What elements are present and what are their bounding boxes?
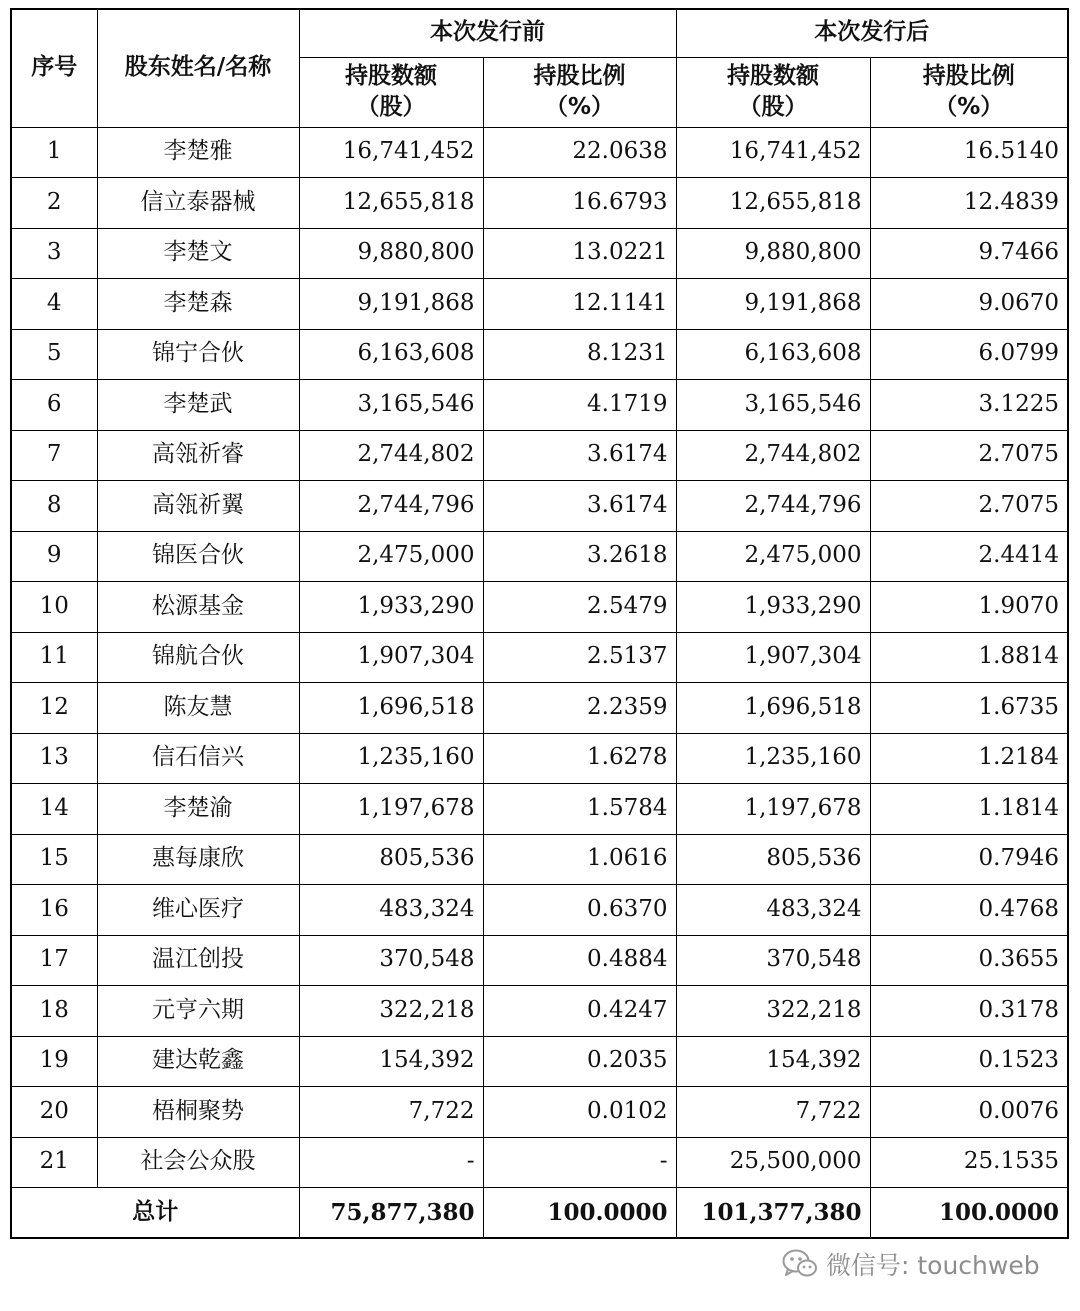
table-row bbox=[11, 178, 1068, 229]
before-ratio: 2.5137 bbox=[483, 632, 676, 683]
table-row bbox=[11, 733, 1068, 784]
before-shares: 9,880,800 bbox=[299, 228, 483, 279]
before-ratio: 3.6174 bbox=[483, 481, 676, 532]
table-header bbox=[11, 9, 1068, 127]
shareholder-name: 信立泰器械 bbox=[97, 178, 299, 229]
after-shares: 1,933,290 bbox=[676, 582, 870, 633]
row-index: 21 bbox=[11, 1137, 97, 1188]
shareholder-name: 高瓴祈翼 bbox=[97, 481, 299, 532]
before-shares: 2,744,802 bbox=[299, 430, 483, 481]
after-ratio: 25.1535 bbox=[870, 1137, 1068, 1188]
header-before-shares bbox=[299, 57, 483, 127]
after-shares: 12,655,818 bbox=[676, 178, 870, 229]
before-ratio: 12.1141 bbox=[483, 279, 676, 330]
table-row bbox=[11, 1137, 1068, 1188]
row-index: 10 bbox=[11, 582, 97, 633]
after-ratio: 1.6735 bbox=[870, 683, 1068, 734]
table-row bbox=[11, 632, 1068, 683]
table-row bbox=[11, 279, 1068, 330]
table-row bbox=[11, 228, 1068, 279]
shareholder-name: 李楚武 bbox=[97, 380, 299, 431]
before-ratio: 2.5479 bbox=[483, 582, 676, 633]
before-ratio: 0.6370 bbox=[483, 885, 676, 936]
before-shares: 3,165,546 bbox=[299, 380, 483, 431]
table-row bbox=[11, 986, 1068, 1037]
row-index: 14 bbox=[11, 784, 97, 835]
shares-label: 持股数额 bbox=[345, 62, 437, 89]
shares-unit: （股） bbox=[738, 94, 808, 120]
after-shares: 6,163,608 bbox=[676, 329, 870, 380]
shareholder-name: 李楚文 bbox=[97, 228, 299, 279]
table-row bbox=[11, 1087, 1068, 1138]
table-row bbox=[11, 481, 1068, 532]
before-shares: 1,696,518 bbox=[299, 683, 483, 734]
after-shares: 322,218 bbox=[676, 986, 870, 1037]
before-shares: 9,191,868 bbox=[299, 279, 483, 330]
table-row bbox=[11, 834, 1068, 885]
before-shares: 805,536 bbox=[299, 834, 483, 885]
shareholder-name: 锦医合伙 bbox=[97, 531, 299, 582]
after-ratio: 16.5140 bbox=[870, 127, 1068, 178]
after-ratio: 2.4414 bbox=[870, 531, 1068, 582]
after-ratio: 1.8814 bbox=[870, 632, 1068, 683]
total-label: 总计 bbox=[11, 1188, 299, 1239]
after-ratio: 1.9070 bbox=[870, 582, 1068, 633]
shareholder-name: 锦航合伙 bbox=[97, 632, 299, 683]
after-ratio: 0.3178 bbox=[870, 986, 1068, 1037]
table-row bbox=[11, 127, 1068, 178]
after-ratio: 9.7466 bbox=[870, 228, 1068, 279]
shareholder-name: 元亨六期 bbox=[97, 986, 299, 1037]
row-index: 20 bbox=[11, 1087, 97, 1138]
before-ratio: - bbox=[483, 1137, 676, 1188]
after-ratio: 0.3655 bbox=[870, 935, 1068, 986]
before-shares: 16,741,452 bbox=[299, 127, 483, 178]
after-shares: 2,475,000 bbox=[676, 531, 870, 582]
before-shares: 483,324 bbox=[299, 885, 483, 936]
after-shares: 16,741,452 bbox=[676, 127, 870, 178]
after-ratio: 2.7075 bbox=[870, 430, 1068, 481]
before-shares: 1,933,290 bbox=[299, 582, 483, 633]
table-row bbox=[11, 935, 1068, 986]
after-shares: 154,392 bbox=[676, 1036, 870, 1087]
wechat-watermark bbox=[782, 1244, 1040, 1284]
after-shares: 483,324 bbox=[676, 885, 870, 936]
header-after-shares bbox=[676, 57, 870, 127]
before-shares: 154,392 bbox=[299, 1036, 483, 1087]
after-ratio: 1.1814 bbox=[870, 784, 1068, 835]
table-row bbox=[11, 582, 1068, 633]
after-ratio: 6.0799 bbox=[870, 329, 1068, 380]
before-ratio: 1.0616 bbox=[483, 834, 676, 885]
before-ratio: 0.0102 bbox=[483, 1087, 676, 1138]
row-index: 17 bbox=[11, 935, 97, 986]
row-index: 15 bbox=[11, 834, 97, 885]
row-index: 3 bbox=[11, 228, 97, 279]
shareholder-name: 陈友慧 bbox=[97, 683, 299, 734]
shareholder-name: 社会公众股 bbox=[97, 1137, 299, 1188]
shareholder-name: 李楚森 bbox=[97, 279, 299, 330]
before-shares: 2,475,000 bbox=[299, 531, 483, 582]
after-shares: 9,880,800 bbox=[676, 228, 870, 279]
after-shares: 2,744,796 bbox=[676, 481, 870, 532]
table-body bbox=[11, 127, 1068, 1238]
watermark-text: 微信号: touchweb bbox=[826, 1251, 1040, 1280]
header-row-groups bbox=[11, 9, 1068, 57]
ratio-label: 持股比例 bbox=[922, 62, 1015, 89]
after-shares: 1,907,304 bbox=[676, 632, 870, 683]
after-ratio: 0.1523 bbox=[870, 1036, 1068, 1087]
row-index: 12 bbox=[11, 683, 97, 734]
row-index: 6 bbox=[11, 380, 97, 431]
total-row bbox=[11, 1188, 1068, 1239]
before-ratio: 2.2359 bbox=[483, 683, 676, 734]
before-shares: 6,163,608 bbox=[299, 329, 483, 380]
before-shares: 7,722 bbox=[299, 1087, 483, 1138]
before-shares: 1,197,678 bbox=[299, 784, 483, 835]
table-row bbox=[11, 885, 1068, 936]
shareholder-name: 温江创投 bbox=[97, 935, 299, 986]
after-ratio: 0.4768 bbox=[870, 885, 1068, 936]
after-ratio: 1.2184 bbox=[870, 733, 1068, 784]
shareholder-name: 建达乾鑫 bbox=[97, 1036, 299, 1087]
after-ratio: 0.0076 bbox=[870, 1087, 1068, 1138]
before-shares: 1,235,160 bbox=[299, 733, 483, 784]
header-after-ratio bbox=[870, 57, 1068, 127]
before-shares: - bbox=[299, 1137, 483, 1188]
after-shares: 1,197,678 bbox=[676, 784, 870, 835]
table-row bbox=[11, 531, 1068, 582]
table-row bbox=[11, 380, 1068, 431]
table-row bbox=[11, 784, 1068, 835]
after-shares: 25,500,000 bbox=[676, 1137, 870, 1188]
row-index: 1 bbox=[11, 127, 97, 178]
after-ratio: 9.0670 bbox=[870, 279, 1068, 330]
before-shares: 322,218 bbox=[299, 986, 483, 1037]
after-shares: 370,548 bbox=[676, 935, 870, 986]
before-ratio: 13.0221 bbox=[483, 228, 676, 279]
header-shareholder-name: 股东姓名/名称 bbox=[97, 9, 299, 127]
header-before-issuance: 本次发行前 bbox=[299, 9, 676, 57]
before-ratio: 8.1231 bbox=[483, 329, 676, 380]
shares-unit: （股） bbox=[356, 94, 426, 120]
shares-label: 持股数额 bbox=[727, 62, 819, 89]
wechat-logo-icon bbox=[782, 1248, 818, 1280]
after-shares: 3,165,546 bbox=[676, 380, 870, 431]
total-before-shares: 75,877,380 bbox=[299, 1188, 483, 1239]
after-ratio: 2.7075 bbox=[870, 481, 1068, 532]
shareholding-table bbox=[10, 8, 1069, 1239]
before-ratio: 3.6174 bbox=[483, 430, 676, 481]
row-index: 11 bbox=[11, 632, 97, 683]
before-ratio: 1.6278 bbox=[483, 733, 676, 784]
header-after-issuance: 本次发行后 bbox=[676, 9, 1068, 57]
before-ratio: 16.6793 bbox=[483, 178, 676, 229]
row-index: 9 bbox=[11, 531, 97, 582]
before-shares: 1,907,304 bbox=[299, 632, 483, 683]
before-ratio: 0.4247 bbox=[483, 986, 676, 1037]
total-after-ratio: 100.0000 bbox=[870, 1188, 1068, 1239]
row-index: 5 bbox=[11, 329, 97, 380]
table-row bbox=[11, 430, 1068, 481]
after-shares: 1,696,518 bbox=[676, 683, 870, 734]
row-index: 16 bbox=[11, 885, 97, 936]
total-before-ratio: 100.0000 bbox=[483, 1188, 676, 1239]
after-shares: 805,536 bbox=[676, 834, 870, 885]
before-ratio: 0.2035 bbox=[483, 1036, 676, 1087]
row-index: 19 bbox=[11, 1036, 97, 1087]
before-shares: 12,655,818 bbox=[299, 178, 483, 229]
shareholder-name: 惠每康欣 bbox=[97, 834, 299, 885]
shareholder-name: 高瓴祈睿 bbox=[97, 430, 299, 481]
row-index: 8 bbox=[11, 481, 97, 532]
table-row bbox=[11, 683, 1068, 734]
before-ratio: 1.5784 bbox=[483, 784, 676, 835]
before-ratio: 22.0638 bbox=[483, 127, 676, 178]
before-ratio: 4.1719 bbox=[483, 380, 676, 431]
after-ratio: 3.1225 bbox=[870, 380, 1068, 431]
total-after-shares: 101,377,380 bbox=[676, 1188, 870, 1239]
ratio-unit: （%） bbox=[544, 94, 615, 120]
ratio-label: 持股比例 bbox=[533, 62, 626, 89]
before-ratio: 0.4884 bbox=[483, 935, 676, 986]
before-shares: 370,548 bbox=[299, 935, 483, 986]
row-index: 7 bbox=[11, 430, 97, 481]
row-index: 13 bbox=[11, 733, 97, 784]
shareholder-name: 信石信兴 bbox=[97, 733, 299, 784]
after-ratio: 12.4839 bbox=[870, 178, 1068, 229]
row-index: 4 bbox=[11, 279, 97, 330]
ratio-unit: （%） bbox=[934, 94, 1004, 120]
after-shares: 2,744,802 bbox=[676, 430, 870, 481]
shareholder-name: 李楚雅 bbox=[97, 127, 299, 178]
shareholder-name: 维心医疗 bbox=[97, 885, 299, 936]
shareholder-name: 锦宁合伙 bbox=[97, 329, 299, 380]
shareholder-name: 梧桐聚势 bbox=[97, 1087, 299, 1138]
row-index: 2 bbox=[11, 178, 97, 229]
after-shares: 7,722 bbox=[676, 1087, 870, 1138]
row-index: 18 bbox=[11, 986, 97, 1037]
before-ratio: 3.2618 bbox=[483, 531, 676, 582]
shareholder-name: 松源基金 bbox=[97, 582, 299, 633]
before-shares: 2,744,796 bbox=[299, 481, 483, 532]
header-before-ratio bbox=[483, 57, 676, 127]
after-shares: 9,191,868 bbox=[676, 279, 870, 330]
after-ratio: 0.7946 bbox=[870, 834, 1068, 885]
after-shares: 1,235,160 bbox=[676, 733, 870, 784]
shareholder-name: 李楚渝 bbox=[97, 784, 299, 835]
table-row bbox=[11, 329, 1068, 380]
header-index: 序号 bbox=[11, 9, 97, 127]
table-row bbox=[11, 1036, 1068, 1087]
